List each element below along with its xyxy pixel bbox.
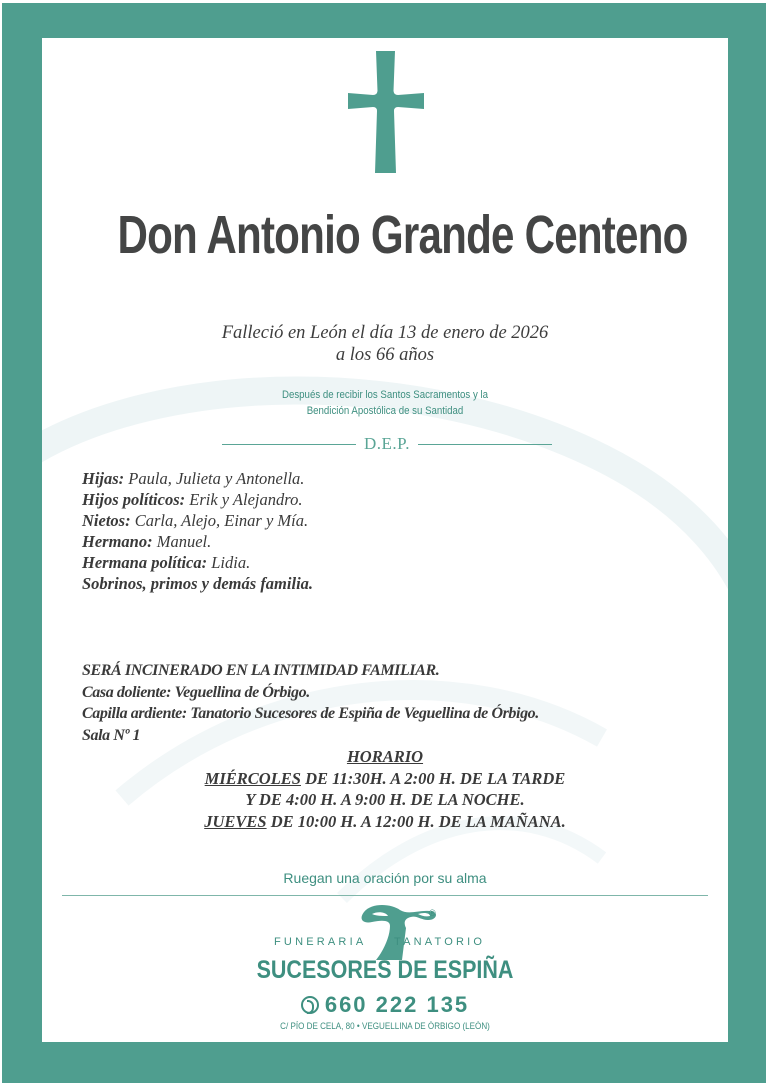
death-date-line: Falleció en León el día 13 de enero de 2026 bbox=[221, 323, 549, 343]
family-row-sons-in-law bbox=[82, 489, 582, 510]
family-value: Carla, Alejo, Einar y Mía. bbox=[134, 511, 309, 530]
registered-mark: ® bbox=[429, 908, 436, 918]
prayer-request: Ruegan una oración por su alma bbox=[283, 870, 487, 886]
family-value: Paula, Julieta y Antonella. bbox=[128, 469, 305, 488]
family-value: Lidia. bbox=[211, 553, 251, 572]
footer-divider bbox=[62, 895, 708, 896]
family-row-daughters bbox=[82, 468, 582, 489]
dep-divider bbox=[222, 432, 552, 456]
funeral-home-logo-icon bbox=[358, 902, 438, 960]
schedule-row bbox=[42, 789, 728, 811]
visiting-schedule bbox=[42, 746, 728, 832]
cross-icon bbox=[348, 51, 424, 173]
schedule-row bbox=[42, 811, 728, 833]
family-value: Erik y Alejandro. bbox=[189, 490, 303, 509]
divider-line-right bbox=[418, 444, 552, 445]
sacraments-line-1: Después de recibir los Santos Sacramentos y la bbox=[281, 389, 489, 401]
death-notice bbox=[42, 322, 728, 366]
obituary-card bbox=[42, 38, 728, 1042]
sacraments-note bbox=[83, 388, 687, 419]
phone-number bbox=[42, 992, 728, 1018]
divider-line-left bbox=[222, 444, 356, 445]
schedule-day: MIÉRCOLES bbox=[204, 768, 301, 788]
family-label: Nietos: bbox=[82, 511, 131, 530]
family-label: Hijas: bbox=[82, 469, 125, 488]
schedule-hours: DE 10:00 H. A 12:00 H. DE LA MAÑANA. bbox=[266, 811, 566, 831]
mourning-house: Casa doliente: Veguellina de Órbigo. bbox=[82, 683, 310, 701]
room-number: Sala Nº 1 bbox=[82, 726, 141, 744]
family-list bbox=[82, 468, 582, 594]
death-age-line: a los 66 años bbox=[335, 345, 435, 365]
family-label: Hermano: bbox=[82, 532, 153, 551]
family-row-sister-in-law bbox=[82, 552, 582, 573]
dep-label: D.E.P. bbox=[364, 434, 410, 453]
company-address: C/ PÍO DE CELA, 80 • VEGUELLINA DE ÓRBIGO (LEÓN) bbox=[280, 1021, 490, 1032]
cremation-note: SERÁ INCINERADO EN LA INTIMIDAD FAMILIAR. bbox=[82, 662, 440, 679]
schedule-hours: DE 11:30H. A 2:00 H. DE LA TARDE bbox=[300, 768, 566, 788]
funeral-chapel: Capilla ardiente: Tanatorio Sucesores de Espiña de Veguellina de Órbigo. bbox=[82, 705, 539, 722]
deceased-name: Don Antonio Grande Centeno bbox=[117, 205, 688, 265]
family-value: Manuel. bbox=[156, 532, 212, 551]
family-row-grandchildren bbox=[82, 510, 582, 531]
sacraments-line-2: Bendición Apostólica de su Santidad bbox=[306, 404, 464, 417]
tanatorio-label: TANATORIO bbox=[394, 936, 486, 948]
schedule-title: HORARIO bbox=[346, 747, 424, 766]
family-row-brother bbox=[82, 531, 582, 552]
schedule-row bbox=[42, 768, 728, 790]
service-details bbox=[82, 660, 722, 746]
schedule-hours: Y DE 4:00 H. A 9:00 H. DE LA NOCHE. bbox=[245, 790, 525, 809]
family-closing: Sobrinos, primos y demás familia. bbox=[82, 574, 314, 593]
family-label: Hermana política: bbox=[82, 553, 208, 572]
company-name: SUCESORES DE ESPIÑA bbox=[256, 956, 514, 984]
phone-icon bbox=[301, 996, 319, 1014]
phone-value: 660 222 135 bbox=[324, 992, 470, 1017]
schedule-day: JUEVES bbox=[204, 811, 267, 831]
family-label: Hijos políticos: bbox=[82, 490, 186, 509]
funeraria-label: FUNERARIA bbox=[274, 936, 367, 948]
